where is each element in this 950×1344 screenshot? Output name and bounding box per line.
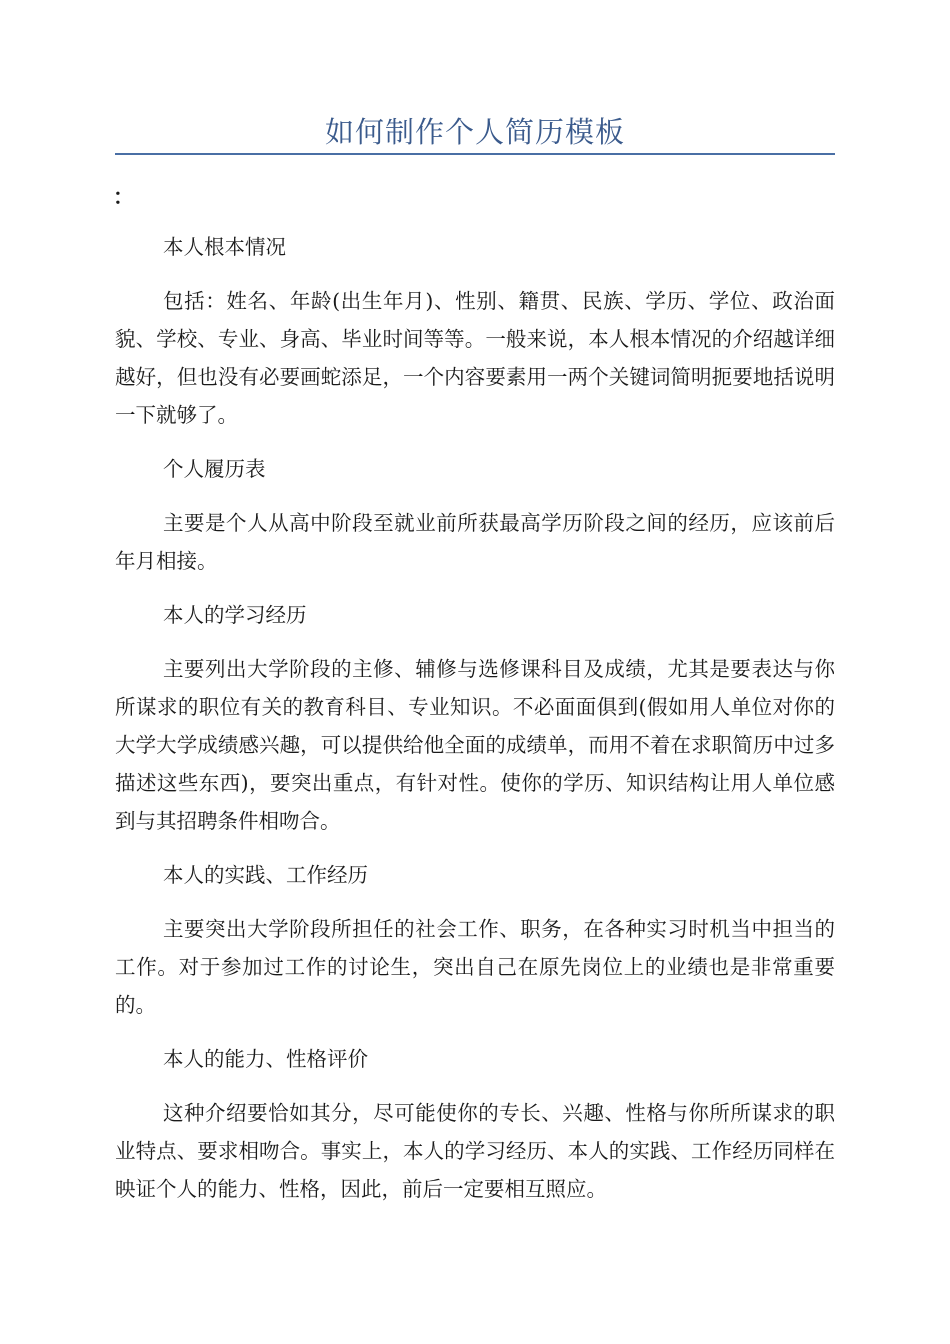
section-paragraph: 主要是个人从高中阶段至就业前所获最高学历阶段之间的经历，应该前后年月相接。 <box>115 511 835 573</box>
section-heading: 本人的实践、工作经历 <box>163 863 368 887</box>
document-body <box>115 228 835 1208</box>
section-heading: 本人的学习经历 <box>163 603 307 627</box>
section-heading: 本人根本情况 <box>163 235 286 259</box>
section-paragraph: 主要突出大学阶段所担任的社会工作、职务，在各种实习时机当中担当的工作。对于参加过工作的讨论生，突出自己在原先岗位上的业绩也是非常重要的。 <box>115 917 835 1017</box>
title-underline <box>115 153 835 155</box>
section-paragraph: 这种介绍要恰如其分，尽可能使你的专长、兴趣、性格与你所所谋求的职业特点、要求相吻合。事实上，本人的学习经历、本人的实践、工作经历同样在映证个人的能力、性格，因此，前后一定要相互照应。 <box>115 1101 835 1201</box>
section-paragraph: 主要列出大学阶段的主修、辅修与选修课科目及成绩，尤其是要表达与你所谋求的职位有关的教育科目、专业知识。不必面面俱到(假如用人单位对你的大学大学成绩感兴趣，可以提供给他全面的成绩单，而用不着在求职简历中过多描述这些东西)，要突出重点，有针对性。使你的学历、知识结构让用人单位感到与其招聘条件相吻合。 <box>115 657 835 833</box>
page-title: 如何制作个人简历模板 <box>324 115 625 149</box>
section-heading: 个人履历表 <box>163 457 266 481</box>
lead-mark: ： <box>113 184 134 209</box>
section-paragraph: 包括：姓名、年龄(出生年月)、性别、籍贯、民族、学历、学位、政治面貌、学校、专业、身高、毕业时间等等。一般来说，本人根本情况的介绍越详细越好，但也没有必要画蛇添足，一个内容要素用一两个关键词简明扼要地括说明一下就够了。 <box>115 289 835 427</box>
section-heading: 本人的能力、性格评价 <box>163 1047 368 1071</box>
